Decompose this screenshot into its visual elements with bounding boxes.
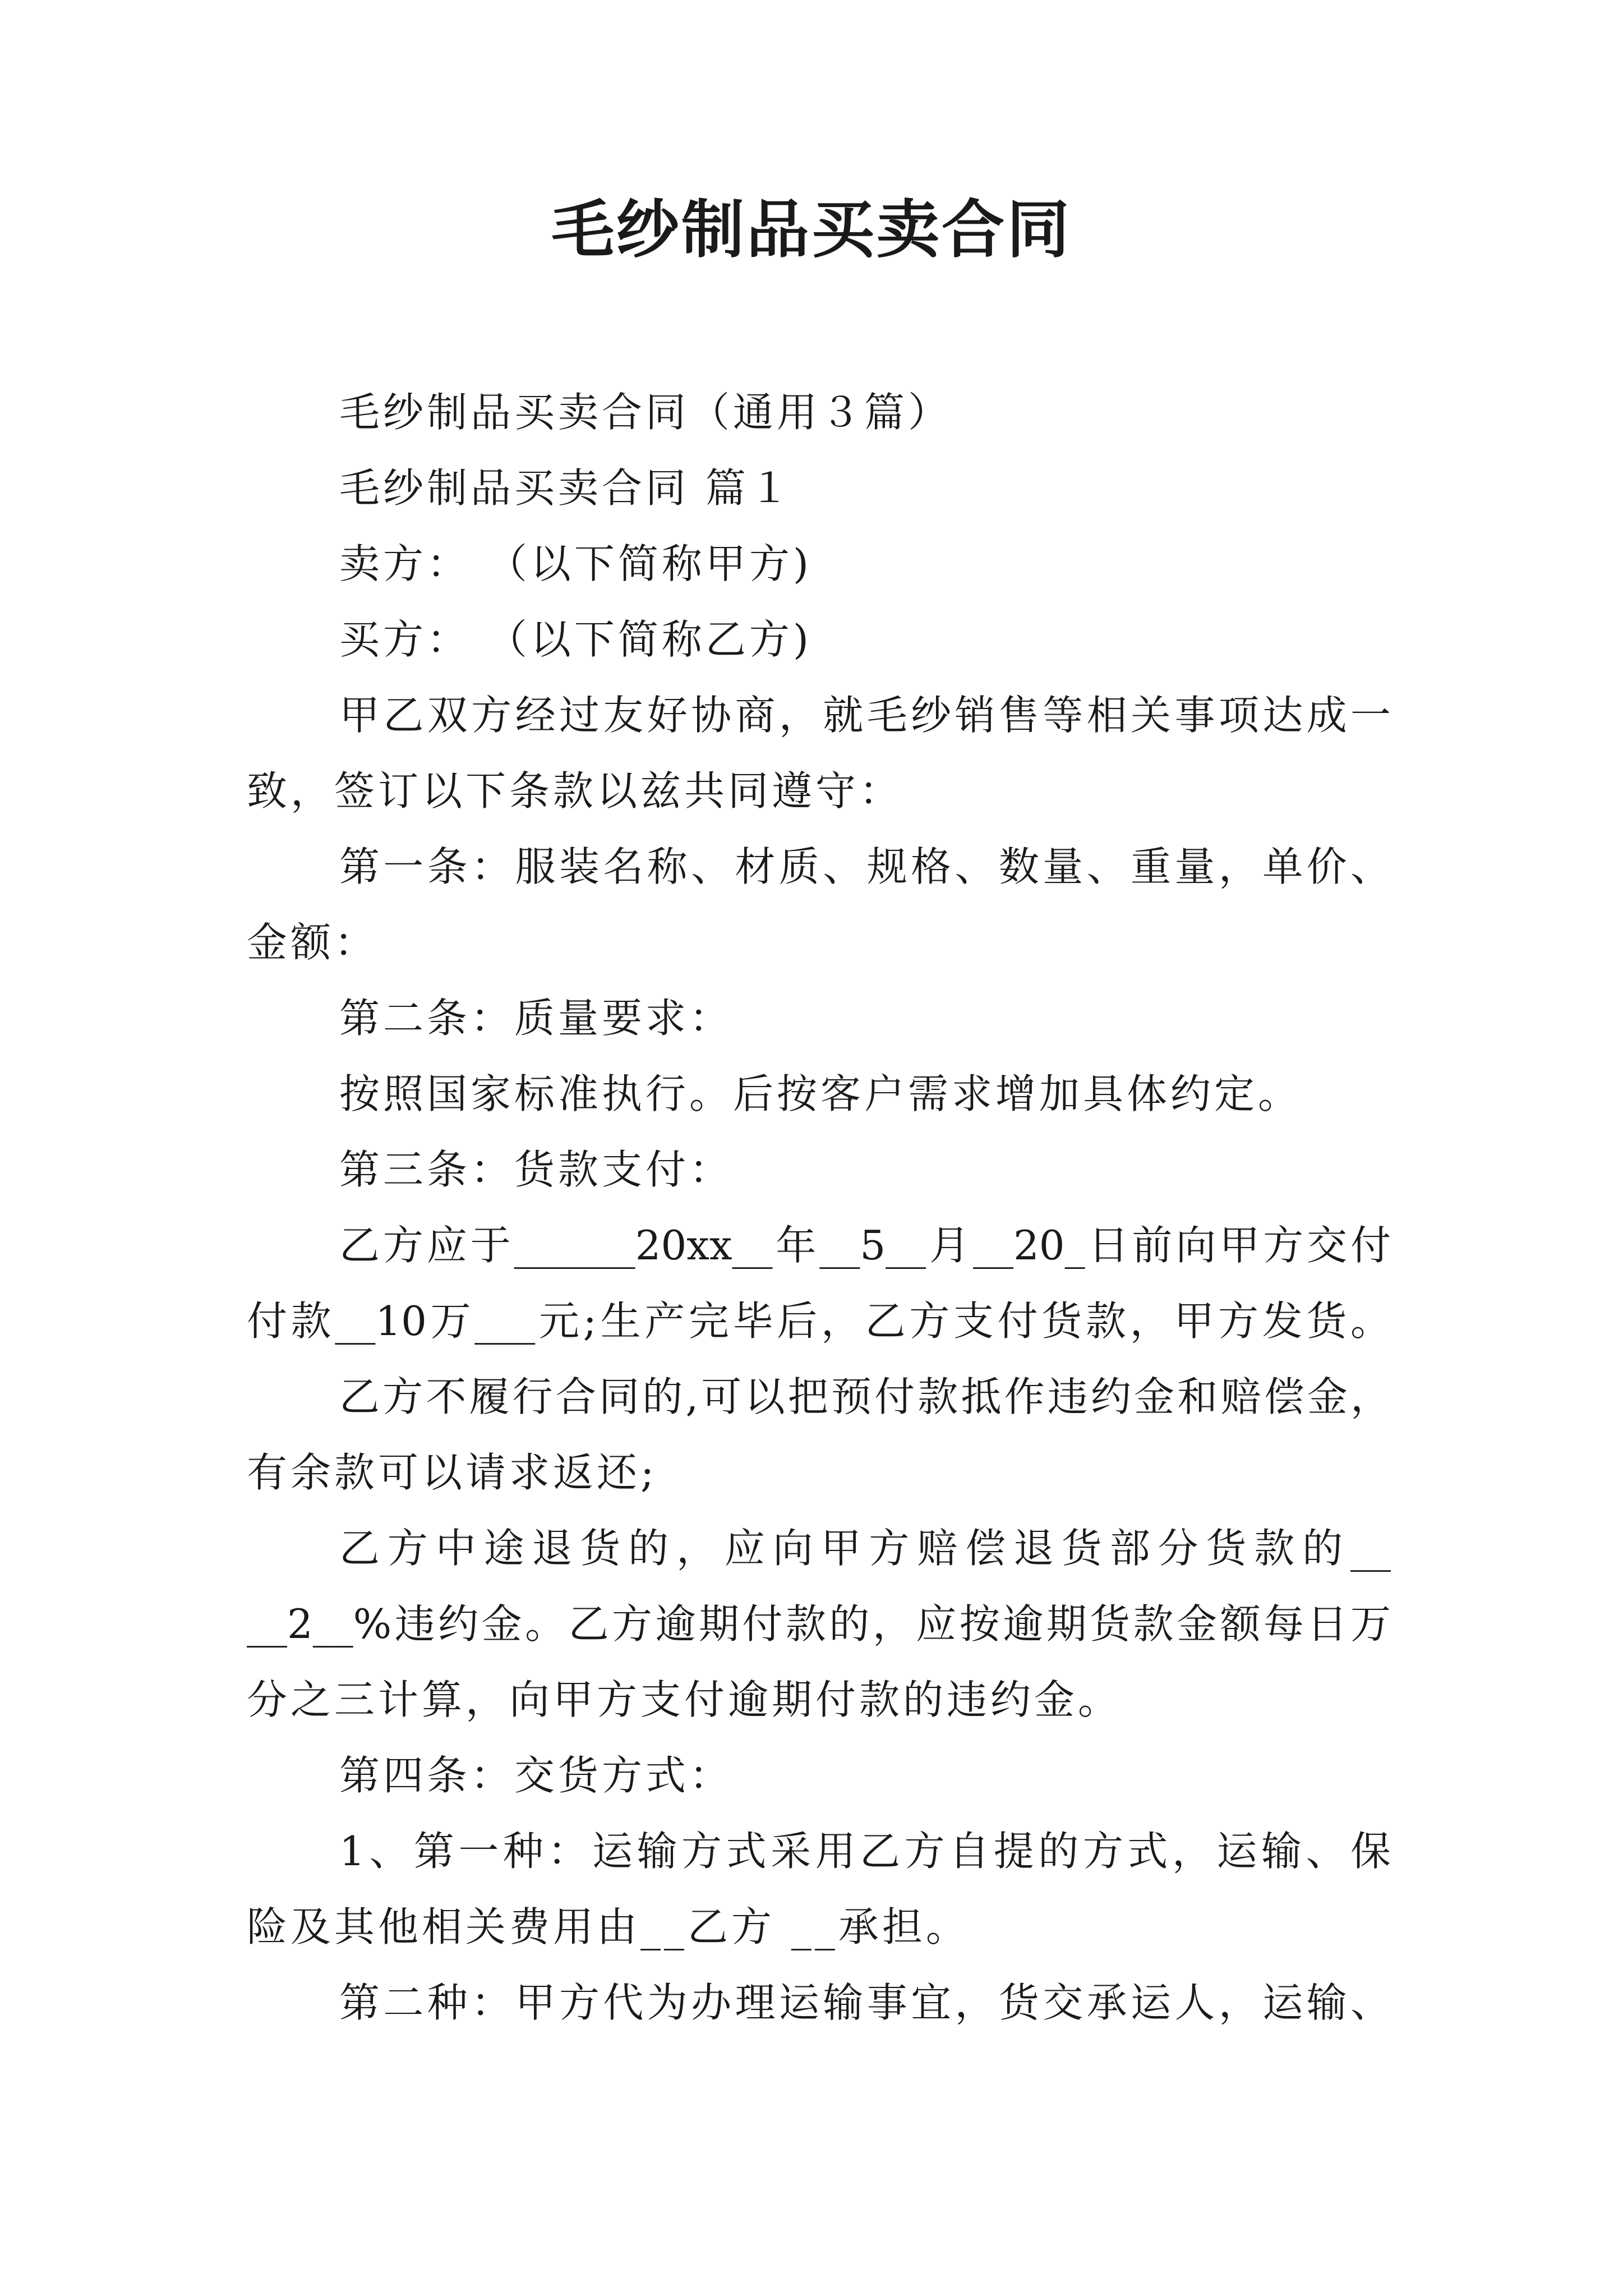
doc-line: 乙方中途退货的，应向甲方赔偿退货部分货款的__ — [339, 1525, 1391, 1572]
doc-line: 分之三计算，向甲方支付逾期付款的违约金。 — [247, 1676, 1122, 1723]
doc-line: 第四条：交货方式： — [339, 1752, 734, 1799]
doc-line: 付款__10万___元;生产完毕后，乙方支付货款，甲方发货。 — [247, 1297, 1391, 1345]
doc-line: 险及其他相关费用由__乙方 __承担。 — [247, 1903, 970, 1950]
doc-line: 毛纱制品买卖合同（通用３篇） — [339, 389, 952, 436]
doc-line: 卖方： （以下简称甲方) — [339, 540, 812, 587]
doc-line: 按照国家标准执行。后按客户需求增加具体约定。 — [339, 1070, 1302, 1117]
doc-line: 毛纱制品买卖合同 篇１ — [339, 464, 793, 512]
doc-line: 乙方不履行合同的,可以把预付款抵作违约金和赔偿金， — [339, 1373, 1391, 1420]
document-title: 毛纱制品买卖合同 — [551, 194, 1072, 266]
doc-line: 有余款可以请求返还; — [247, 1449, 658, 1496]
doc-line: 甲乙双方经过友好协商，就毛纱销售等相关事项达成一 — [339, 692, 1391, 739]
doc-line: 金额： — [247, 919, 379, 966]
doc-line: 致，签订以下条款以兹共同遵守： — [247, 767, 903, 815]
doc-line: __2__%违约金。乙方逾期付款的，应按逾期货款金额每日万 — [247, 1600, 1391, 1648]
doc-line: 买方： （以下简称乙方) — [339, 616, 812, 663]
doc-line: 1、第一种：运输方式采用乙方自提的方式，运输、保 — [339, 1828, 1391, 1875]
doc-line: 第一条：服装名称、材质、规格、数量、重量，单价、 — [339, 843, 1391, 890]
doc-line: 第二条：质量要求： — [339, 995, 734, 1042]
doc-line: 第三条：货款支付： — [339, 1146, 734, 1193]
doc-line: 第二种：甲方代为办理运输事宜，货交承运人，运输、 — [339, 1979, 1391, 2026]
doc-line: 乙方应于______20xx__年__5__月__20_日前向甲方交付 — [339, 1222, 1391, 1269]
